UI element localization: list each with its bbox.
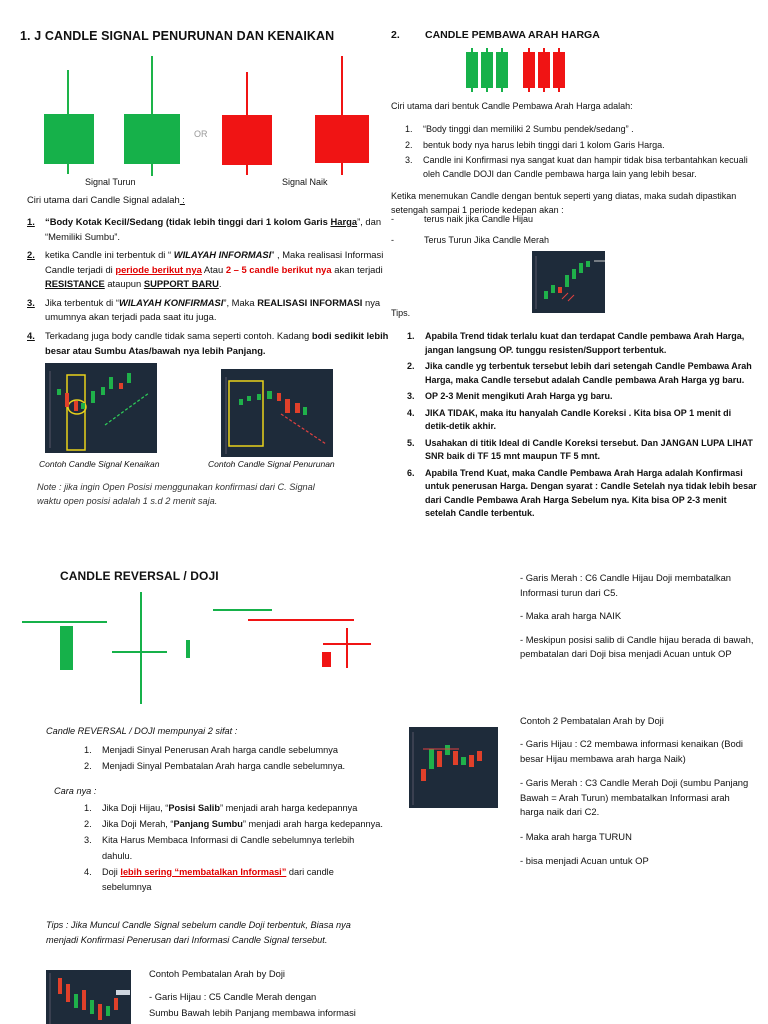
section1-list bbox=[27, 215, 389, 358]
chart-image bbox=[532, 251, 605, 313]
section2-intro: Ciri utama dari bentuk Candle Pembawa Arah Harga adalah: bbox=[391, 101, 633, 111]
candle-wick bbox=[151, 164, 153, 176]
list-item: - terus naik jika Candle Hijau bbox=[391, 214, 534, 224]
list-item: 3. Jika terbentuk di “WILAYAH KONFIRMASI”, Maka REALISASI INFORMASI nya umumnya akan terjadi pada saat itu juga. bbox=[27, 296, 381, 323]
doji-cross bbox=[112, 651, 167, 653]
candle-wick bbox=[341, 56, 343, 115]
chart-doji-example-1 bbox=[46, 970, 131, 1024]
candle-wick bbox=[67, 164, 69, 174]
chart-signal-down-example bbox=[221, 369, 333, 457]
list-item: 3. Kita Harus Membaca Informasi di Candle sebelumnya terlebih dahulu. bbox=[84, 835, 355, 861]
list-item: - Terus Turun Jika Candle Merah bbox=[391, 234, 550, 245]
candle-wick bbox=[501, 48, 503, 92]
green-candle-body bbox=[124, 114, 180, 164]
chart-signal-up-example bbox=[45, 363, 157, 453]
example2-list bbox=[520, 737, 756, 869]
list-item: - bisa menjadi Acuan untuk OP bbox=[520, 855, 649, 867]
list-item: - Garis Merah : C3 Candle Merah Doji (sumbu Panjang Bawah = Arah Turun) membatalkan Informasi arah harga naik dari C2. bbox=[520, 777, 749, 818]
section3-title: CANDLE REVERSAL / DOJI bbox=[60, 569, 219, 583]
list-item: 2. Jika Doji Merah, “Panjang Sumbu” menjadi arah harga kedepannya. bbox=[84, 819, 383, 830]
doji-explanation-list bbox=[520, 571, 756, 662]
candle-wick bbox=[246, 165, 248, 175]
list-item: 3. Candle ini Konfirmasi nya sangat kuat dan hampir tidak bisa terbantahkan kecuali oleh Candle DOJI dan Candle pembawa harga lain yang lebih besar. bbox=[405, 155, 748, 179]
list-item: 1. “Body Kotak Kecil/Sedang (tidak lebih tinggi dari 1 kolom Garis Harga”, dan “Memiliki Sumbu”. bbox=[27, 216, 382, 242]
caption-example-down: Contoh Candle Signal Penurunan bbox=[208, 459, 335, 469]
example1-line2: Sumbu Bawah lebih Panjang membawa informasi bbox=[149, 1007, 356, 1018]
chart-image bbox=[409, 727, 498, 808]
example1-line1: - Garis Hijau : C5 Candle Merah dengan bbox=[149, 991, 317, 1002]
list-item: 3. OP 2-3 Menit mengikuti Arah Harga yg baru. bbox=[407, 391, 613, 401]
green-candle-body bbox=[60, 626, 73, 670]
list-item: 2. Jika candle yg terbentuk tersebut lebih dari setengah Candle Pembawa Arah Harga, maka Candle tersebut adalah Candle pembawa Arah Harga yg baru. bbox=[407, 361, 752, 385]
section2-when-list bbox=[391, 213, 761, 247]
example2-title: Contoh 2 Pembatalan Arah by Doji bbox=[520, 715, 664, 726]
section3-tips: Tips : Jika Muncul Candle Signal sebelum candle Doji terbentuk, Biasa nya menjadi Konfirmasi Penerusan dari Informasi Candle Signal tersebut. bbox=[46, 920, 351, 945]
section3-traits bbox=[84, 742, 384, 774]
candle-wick bbox=[341, 163, 343, 175]
section3-cara-list bbox=[84, 801, 384, 895]
candle-wick bbox=[246, 72, 248, 115]
section2-title: CANDLE PEMBAWA ARAH HARGA bbox=[425, 29, 600, 41]
list-item: 2. Menjadi Sinyal Pembatalan Arah harga candle sebelumnya. bbox=[84, 761, 346, 772]
chart-image bbox=[46, 970, 131, 1024]
section2-tips-list bbox=[407, 330, 757, 521]
caption-signal-up: Signal Naik bbox=[282, 177, 328, 187]
list-item: - Maka arah harga TURUN bbox=[520, 830, 632, 842]
list-item: 6. Apabila Trend Kuat, maka Candle Pembawa Arah Harga adalah Konfirmasi untuk penerusan Harga. Dengan syarat : Candle Setelah nya tidak lebih besar dari Candle Pembawa Arah Harga Sebelum nya. Kita bisa OP 2-3 menit setelah Candle terbentuk. bbox=[407, 467, 757, 518]
caption-signal-down: Signal Turun bbox=[85, 177, 136, 187]
candle-wick bbox=[558, 48, 560, 92]
example1-title: Contoh Pembatalan Arah by Doji bbox=[149, 968, 286, 979]
chart-image bbox=[45, 363, 157, 453]
red-candle-body bbox=[322, 652, 331, 667]
list-item: - Maka arah harga NAIK bbox=[520, 610, 622, 622]
list-item: 2. ketika Candle ini terbentuk di “ WILAYAH INFORMASI” , Maka realisasi Informasi Candle terjadi di periode berikut nya Atau 2 – 5 candle berikut nya akan terjadi RESISTANCE ataupun SUPPORT BARU. bbox=[27, 249, 384, 290]
list-item: 1. “Body tinggi dan memiliki 2 Sumbu pendek/sedang” . bbox=[405, 124, 634, 134]
list-item: 5. Usahakan di titik Ideal di Candle Koreksi tersebut. Dan JANGAN LUPA LIHAT SNR baik di TF 15 mnt maupun TF 5 mnt. bbox=[407, 437, 753, 461]
chart-doji-example-2 bbox=[409, 727, 498, 808]
candle-wick bbox=[140, 592, 142, 704]
doji-cross bbox=[323, 643, 371, 645]
list-item: 4. Terkadang juga body candle tidak sama seperti contoh. Kadang bodi sedikit lebih besar atau Sumbu Atas/bawah nya lebih Panjang. bbox=[27, 330, 389, 356]
green-candle-body bbox=[186, 640, 190, 658]
candle-wick bbox=[471, 48, 473, 92]
section1-title: 1. J CANDLE SIGNAL PENURUNAN DAN KENAIKAN bbox=[20, 29, 335, 43]
candle-wick bbox=[346, 628, 348, 668]
caption-example-up: Contoh Candle Signal Kenaikan bbox=[39, 459, 160, 469]
section3-intro: Candle REVERSAL / DOJI mempunyai 2 sifat : bbox=[46, 726, 238, 736]
candle-wick bbox=[67, 70, 69, 115]
list-item: 1. Apabila Trend tidak terlalu kuat dan terdapat Candle pembawa Arah Harga, jangan langsung OP. tunggu resisten/Support terbentuk. bbox=[407, 331, 745, 355]
section1-note: Note : jika ingin Open Posisi menggunakan konfirmasi dari C. Signal waktu open posisi adalah 1 s.d 2 menit saja. bbox=[37, 482, 315, 506]
section2-list bbox=[405, 123, 755, 181]
section2-when-text: Ketika menemukan Candle dengan bentuk seperti yang diatas, maka sudah dipastikan setengah sampai 1 periode kedepan akan : bbox=[391, 191, 737, 215]
price-line bbox=[213, 609, 272, 611]
list-item: 1. Menjadi Sinyal Penerusan Arah harga candle sebelumnya bbox=[84, 745, 338, 755]
list-item: - Meskipun posisi salib di Candle hijau berada di bawah, pembatalan dari Doji bisa menjadi Acuan untuk OP bbox=[520, 633, 754, 660]
list-item: - Garis Hijau : C2 membawa informasi kenaikan (Bodi besar Hijau membawa arah harga Naik) bbox=[520, 738, 743, 764]
or-label: OR bbox=[194, 129, 208, 139]
candle-wick bbox=[486, 48, 488, 92]
list-item: 2. bentuk body nya harus lebih tinggi dari 1 kolom Garis Harga. bbox=[405, 139, 665, 150]
section3-cara-label: Cara nya : bbox=[54, 786, 97, 796]
chart-image bbox=[221, 369, 333, 457]
candle-wick bbox=[543, 48, 545, 92]
red-candle-body bbox=[315, 115, 369, 163]
list-item: 4. Doji lebih sering “membatalkan Informasi” dari candle sebelumnya bbox=[84, 866, 334, 892]
chart-carrier-example bbox=[532, 251, 605, 313]
green-candle-body bbox=[44, 114, 94, 164]
list-item: 4. JIKA TIDAK, maka itu hanyalah Candle Koreksi . Kita bisa OP 1 menit di detik-detik akhir. bbox=[407, 407, 732, 431]
price-line bbox=[22, 621, 107, 623]
section2-tips-label: Tips. bbox=[391, 308, 411, 318]
list-item: - Garis Merah : C6 Candle Hijau Doji membatalkan Informasi turun dari C5. bbox=[520, 572, 732, 598]
candle-wick bbox=[151, 56, 153, 114]
list-item: 1. Jika Doji Hijau, “Posisi Salib” menjadi arah harga kedepannya bbox=[84, 803, 358, 813]
section1-intro: Ciri utama dari Candle Signal adalah : bbox=[27, 194, 185, 205]
candle-wick bbox=[528, 48, 530, 92]
red-candle-body bbox=[222, 115, 272, 165]
section2-number: 2. bbox=[391, 29, 400, 41]
price-line bbox=[248, 619, 354, 621]
